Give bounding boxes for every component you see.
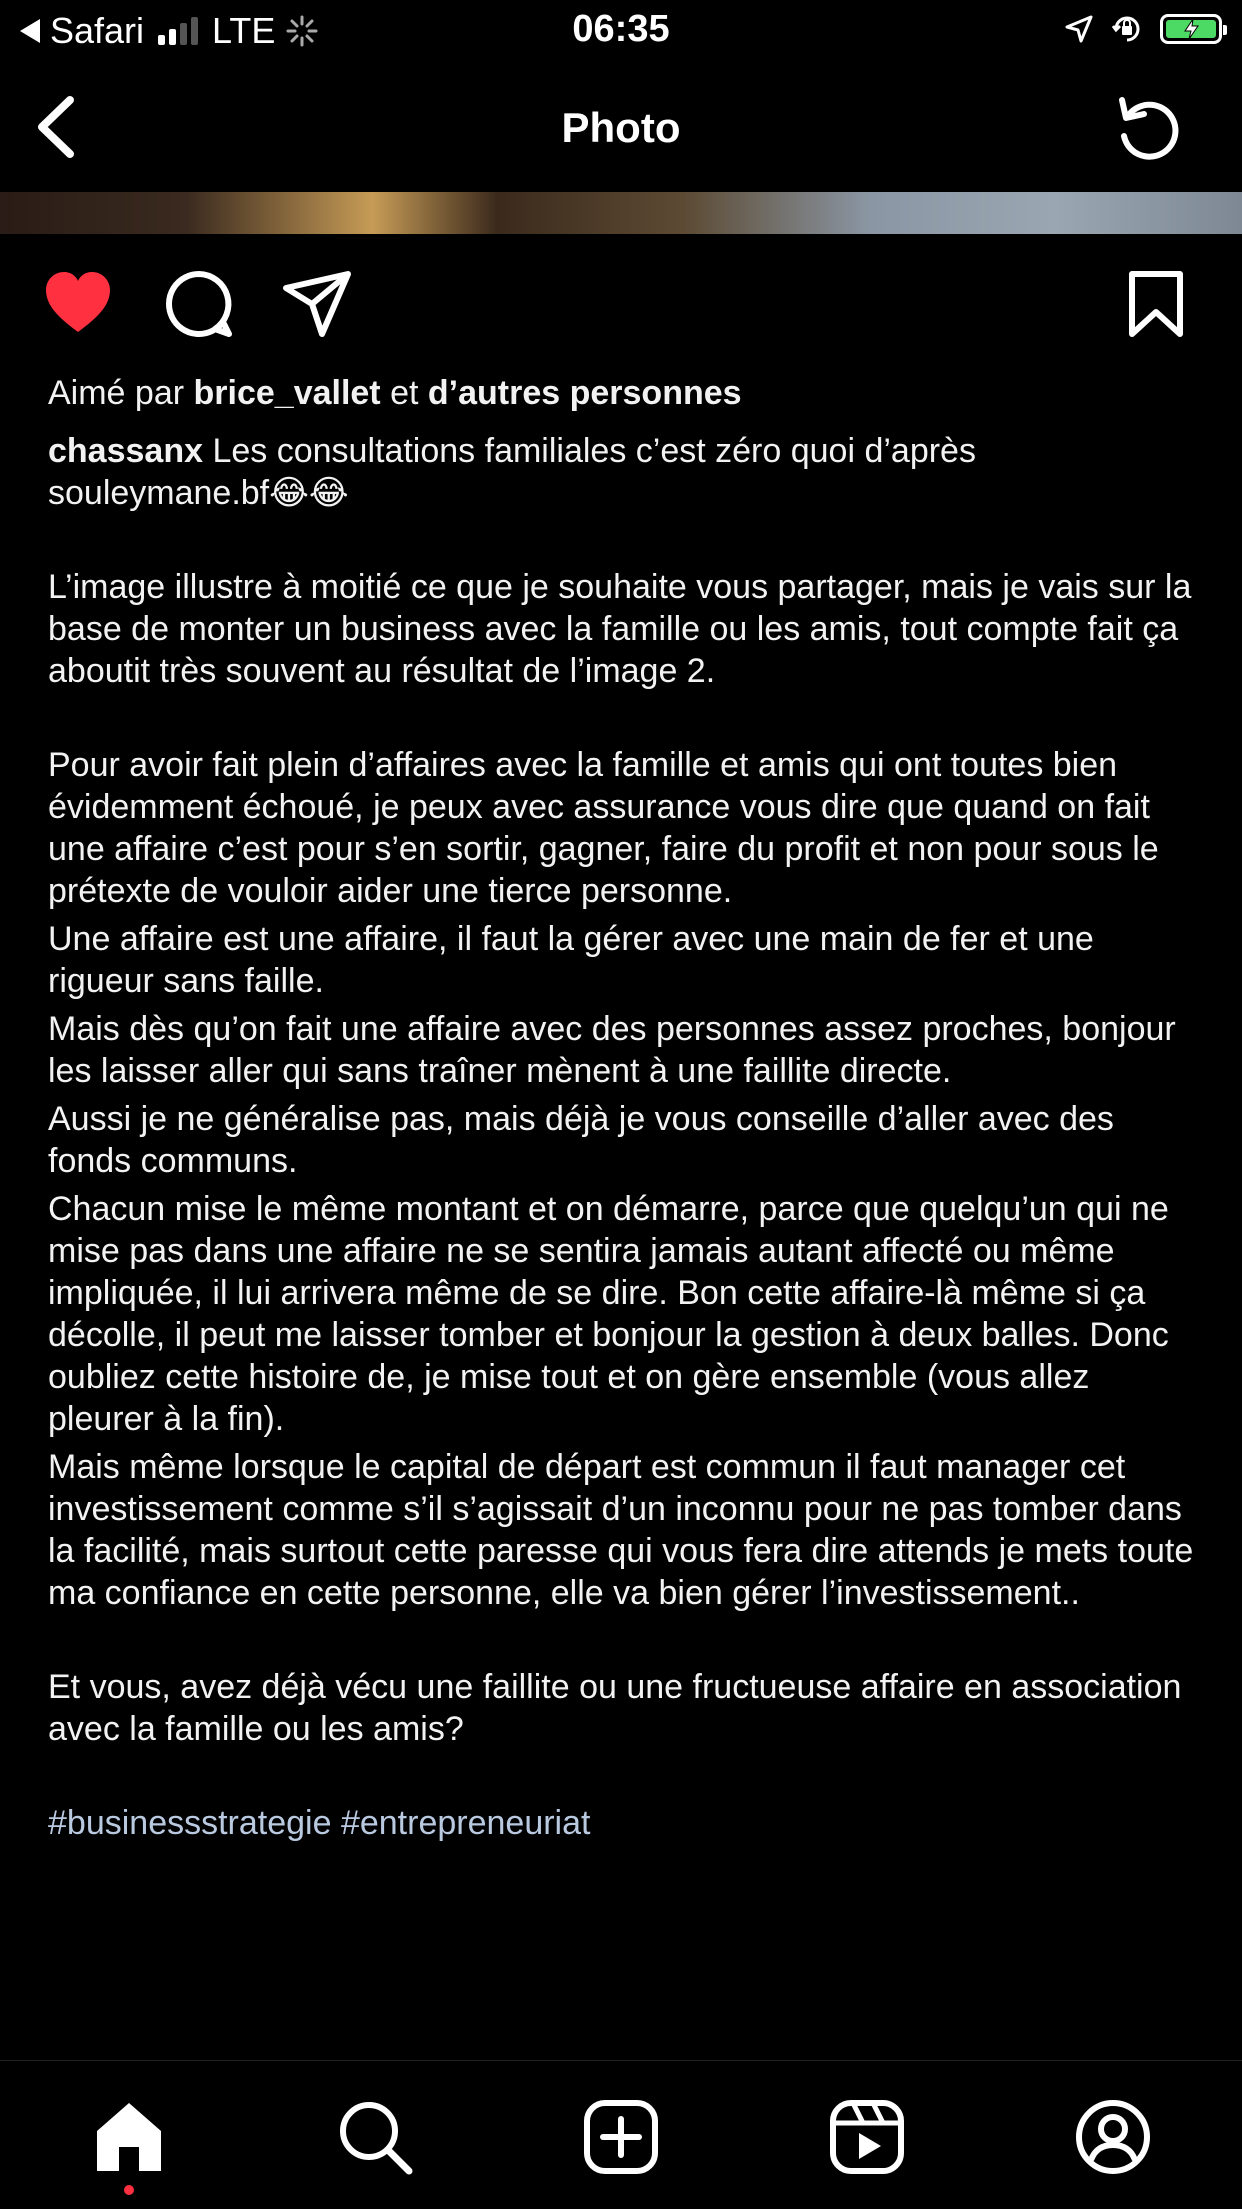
page-title: Photo (561, 104, 681, 151)
caption-first (48, 430, 1198, 514)
heart-icon[interactable] (42, 268, 114, 340)
location-arrow-icon (1064, 14, 1094, 44)
charging-bolt-icon (1181, 18, 1203, 40)
status-time: 06:35 (572, 8, 670, 50)
nav-bar (0, 62, 1242, 192)
caption-paragraph: Chacun mise le même montant et on démarre, parce que quelqu’un qui ne mise pas dans une affaire ne se sentira jamais autant affecté ou même impliquée, il lui arrivera même de se dire. Bon cette affaire-là même si ça décolle, il peut me laisser tomber et bonjour la gestion à deux balles. Donc oubliez cette histoire de, je mise tout et on gère ensemble (vous allez pleurer à la fin). (48, 1190, 1169, 1438)
post-caption (48, 372, 1198, 1844)
caption-text: Les consultations familiales c’est zéro quoi d’après souleymane.bf😂😂 (48, 432, 976, 512)
profile-icon[interactable] (1073, 2097, 1153, 2177)
comment-icon[interactable] (163, 268, 235, 340)
hashtags[interactable]: #businessstrategie #entrepreneuriat (48, 1804, 591, 1842)
status-right (1064, 12, 1222, 46)
home-icon[interactable] (89, 2097, 169, 2177)
orientation-lock-icon (1110, 12, 1144, 46)
post-actions (0, 268, 1242, 348)
refresh-icon[interactable] (1112, 92, 1184, 164)
caption-paragraph: Et vous, avez déjà vécu une faillite ou une fructueuse affaire en association avec la famille ou les amis? (48, 1668, 1182, 1748)
liked-by-others[interactable]: d’autres personnes (427, 374, 742, 412)
liked-by-prefix: Aimé par (48, 374, 185, 412)
caption-paragraph: Pour avoir fait plein d’affaires avec la famille et amis qui ont toutes bien évidemment échoué, je peux avec assurance vous dire que quand on fait une affaire c’est pour s’en sortir, gagner, faire du profit et non pour sous le prétexte de vouloir aider une tierce personne. (48, 746, 1159, 910)
notification-dot (124, 2185, 134, 2195)
caption-paragraph: Aussi je ne généralise pas, mais déjà je vous conseille d’aller avec des fonds communs. (48, 1100, 1114, 1180)
post-photo[interactable] (0, 192, 1242, 234)
liked-by (48, 372, 1198, 414)
caption-paragraph: Une affaire est une affaire, il faut la gérer avec une main de fer et une rigueur sans faille. (48, 920, 1094, 1000)
liked-by-user[interactable]: brice_vallet (193, 374, 381, 412)
caption-paragraph: L’image illustre à moitié ce que je souhaite vous partager, mais je vais sur la base de monter un business avec la famille ou les amis, tout compte fait ça aboutit très souvent au résultat de l’image 2. (48, 568, 1192, 690)
battery-icon (1160, 14, 1222, 44)
share-icon[interactable] (282, 268, 354, 340)
liked-by-joiner: et (390, 374, 419, 412)
post-username[interactable]: chassanx (48, 432, 203, 470)
caption-paragraph: Mais dès qu’on fait une affaire avec des personnes assez proches, bonjour les laisser aller qui sans traîner mènent à une faillite directe. (48, 1010, 1176, 1090)
search-icon[interactable] (335, 2097, 415, 2177)
network-label: LTE (212, 10, 276, 51)
reels-icon[interactable] (827, 2097, 907, 2177)
bookmark-icon[interactable] (1120, 268, 1192, 340)
create-icon[interactable] (581, 2097, 661, 2177)
back-app-label[interactable]: Safari (50, 10, 145, 51)
status-bar (0, 0, 1242, 62)
caption-paragraph: Mais même lorsque le capital de départ est commun il faut manager cet investissement comme s’il s’agissait d’un inconnu pour ne pas tomber dans la facilité, mais surtout cette paresse qui vous fera dire attends je mets toute ma confiance en cette personne, elle va bien gérer l’investissement.. (48, 1448, 1194, 1612)
tab-bar (0, 2060, 1242, 2209)
